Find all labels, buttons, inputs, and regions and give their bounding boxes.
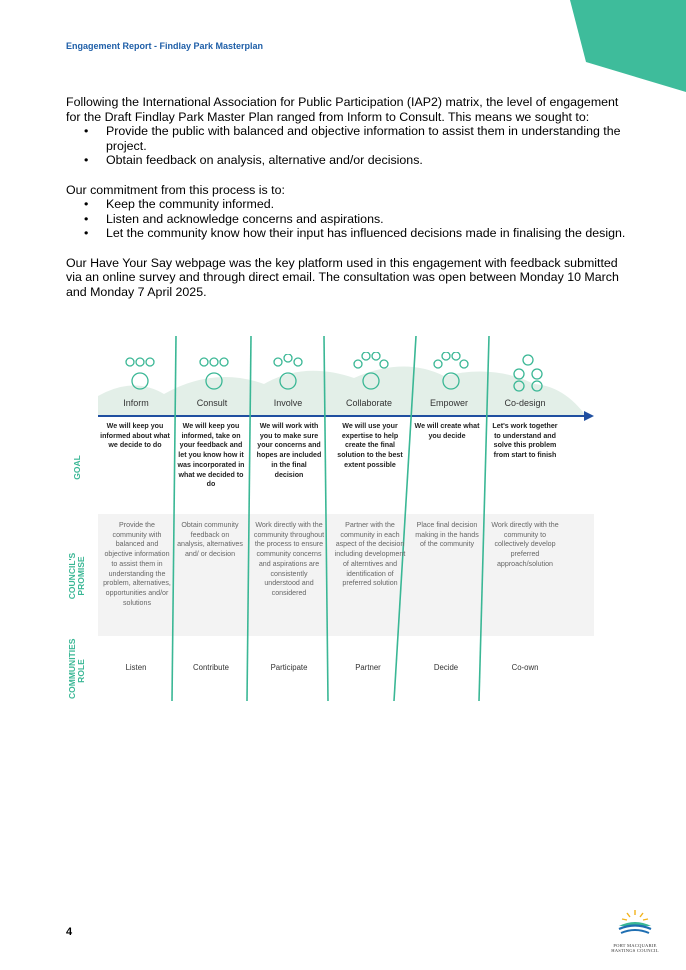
list-item: • Provide the public with balanced and objective information to assist them in understanding the project. (106, 124, 626, 153)
role-consult: Contribute (193, 663, 229, 672)
page-number: 4 (66, 926, 73, 938)
promise-consult: Obtain community feedback on analysis, alternatives and/ or decision (177, 521, 243, 559)
row-label-communities-role: COMMUNITIES ROLE (67, 638, 86, 699)
council-logo (608, 908, 662, 958)
platform-paragraph: Our Have Your Say webpage was the key platform used in this engagement with feedback submitted via an online survey and through direct email. The consultation was open between Monday 10 March and Monday 7 April 2025. (66, 255, 619, 299)
goal-involve: We will work with you to make sure your concerns and hopes are included in the final decision (256, 422, 322, 479)
promise-involve: Work directly with the community throughout the process to ensure community concerns and aspirations are consistently understood and considered (253, 521, 325, 597)
empower-icon (430, 352, 472, 392)
promise-co-design: Work directly with the community to collectively develop preferred approach/solution (491, 521, 559, 568)
consult-icon (194, 356, 234, 392)
intro-paragraph: Following the International Association for Public Participation (IAP2) matrix, the level of engagement for the Draft Findlay Park Master Plan ranged from Inform to Consult. This means we sought to: (66, 95, 619, 124)
involve-icon (268, 354, 308, 392)
council-logo-text-line1: PORT MACQUARIE (613, 943, 657, 948)
goal-consult: We will keep you informed, take on your feedback and let you know how it was incorporated in what we decided to do (177, 422, 245, 489)
list-item: • Obtain feedback on analysis, alternative and/or decisions. (106, 153, 626, 168)
column-header-empower: Empower (429, 398, 468, 408)
corner-decoration (566, 0, 686, 92)
list-item: • Listen and acknowledge concerns and aspirations. (106, 212, 626, 227)
commitment-paragraph: Our commitment from this process is to: (66, 182, 285, 197)
co-design-icon (510, 354, 546, 392)
collaborate-icon (350, 352, 392, 392)
list-item: • Let the community know how their input has influenced decisions made in finalising the design. (106, 226, 626, 241)
iap2-matrix (64, 336, 596, 706)
promise-collaborate: Partner with the community in each aspect of the decision including development of alterntives and identification of preferred solution (334, 521, 406, 588)
body-text (66, 95, 626, 299)
row-label-councils-promise: COUNCIL'S PROMISE (67, 552, 87, 600)
promise-inform: Provide the community with balanced and objective information to assist them in understanding the problem, alternatives, opportunities and/or solutions (103, 521, 171, 607)
role-empower: Decide (433, 663, 459, 672)
intro-bullet-list (66, 124, 626, 168)
council-logo-text-line2: HASTINGS COUNCIL (611, 948, 659, 953)
goal-collaborate: We will use your expertise to help create the final solution to the best extent possible (337, 422, 403, 469)
council-logo-icon (615, 908, 655, 938)
role-co-design: Co-own (511, 663, 539, 672)
page-header-title: Engagement Report - Findlay Park Masterplan (66, 41, 264, 51)
row-label-goal: GOAL (71, 454, 82, 480)
commitment-bullet-list (66, 197, 626, 241)
column-header-involve: Involve (273, 398, 303, 408)
role-involve: Participate (270, 663, 308, 672)
promise-empower: Place final decision making in the hands of the community (415, 521, 479, 549)
column-header-collaborate: Collaborate (345, 398, 393, 408)
role-inform: Listen (125, 663, 147, 672)
column-header-inform: Inform (123, 398, 149, 408)
goal-co-design: Let's work together to understand and solve this problem from start to finish (492, 422, 558, 460)
list-item: • Keep the community informed. (106, 197, 626, 212)
inform-icon (120, 356, 160, 392)
column-header-consult: Consult (196, 398, 228, 408)
role-collaborate: Partner (355, 663, 381, 672)
column-header-co-design: Co-design (504, 398, 546, 408)
goal-empower: We will create what you decide (414, 422, 480, 440)
goal-inform: We will keep you informed about what we decide to do (100, 422, 170, 450)
